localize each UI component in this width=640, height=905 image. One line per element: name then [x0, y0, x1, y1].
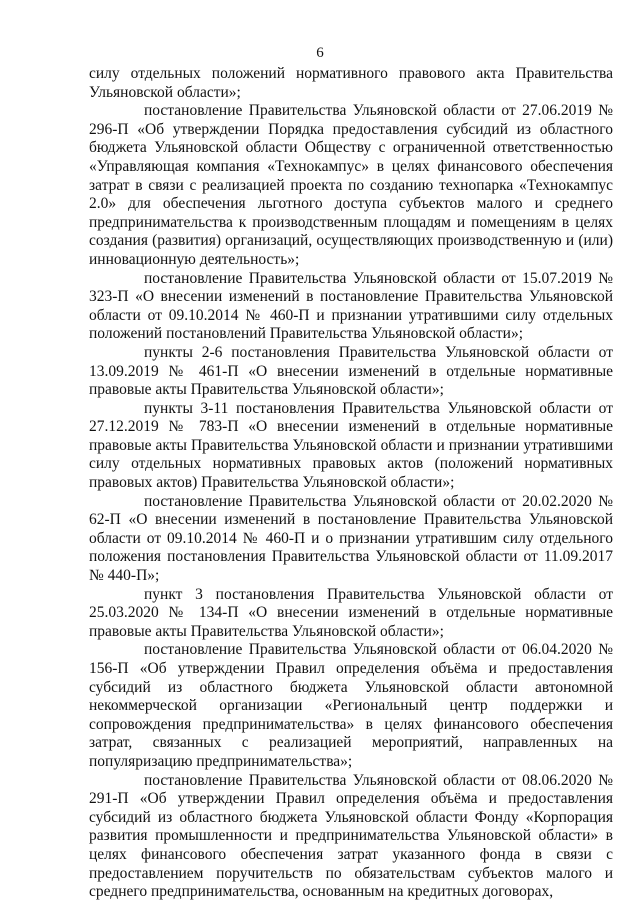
paragraph: постановление Правительства Ульяновской области от 20.02.2020 № 62-П «О внесении изменений в постановление Правительства Ульяновской области от 09.10.2014 № 460-П и о признании утратившим силу отдельного положения постановления Правительства Ульяновской области от 11.09.2017 № 440-П»; [89, 492, 613, 585]
paragraph: пункт 3 постановления Правительства Ульяновской области от 25.03.2020 № 134-П «О внесении изменений в отдельные нормативные правовые акты Правительства Ульяновской области»; [89, 585, 613, 640]
paragraph: пункты 3-11 постановления Правительства Ульяновской области от 27.12.2019 № 783-П «О внесении изменений в отдельные нормативные правовые акты Правительства Ульяновской области и признании утратившими силу отдельных нормативных правовых актов (положений нормативных правовых актов) Правительства Ульяновской области»; [89, 399, 613, 492]
page-number: 6 [316, 45, 324, 61]
document-body [89, 65, 613, 902]
paragraph: пункты 2-6 постановления Правительства Ульяновской области от 13.09.2019 № 461-П «О внесении изменений в отдельные нормативные правовые акты Правительства Ульяновской области»; [89, 343, 613, 399]
paragraph: постановление Правительства Ульяновской области от 06.04.2020 № 156-П «Об утверждении Правил определения объёма и предоставления субсидий из областного бюджета Ульяновской области автономной некоммерческой организации «Региональный центр поддержки и сопровождения предпринимательства» в целях финансового обеспечения затрат, связанных с реализацией мероприятий, направленных на популяризацию предпринимательства»; [89, 641, 613, 770]
paragraph: постановление Правительства Ульяновской области от 08.06.2020 № 291-П «Об утверждении Правил определения объёма и предоставления субсидий из областного бюджета Ульяновской области Фонду «Корпорация развития промышленности и предпринимательства Ульяновской области» в целях финансового обеспечения затрат указанного фонда в связи с предоставлением поручительств по обязательствам субъектов малого и среднего предпринимательства, основанным на кредитных договорах, [89, 771, 613, 901]
paragraph: силу отдельных положений нормативного правового акта Правительства Ульяновской области»; [89, 65, 613, 101]
paragraph: постановление Правительства Ульяновской области от 27.06.2019 № 296-П «Об утверждении Порядка предоставления субсидий из областного бюджета Ульяновской области Обществу с ограниченной ответственностью «Управляющая компания «Технокампус» в целях финансового обеспечения затрат в связи с реализацией проекта по созданию технопарка «Технокампус 2.0» для обеспечения льготного доступа субъектов малого и среднего предпринимательства к производственным площадям и помещениям в целях создания (развития) организаций, осуществляющих производственную и (или) инновационную деятельность»; [89, 102, 613, 268]
paragraph: постановление Правительства Ульяновской области от 15.07.2019 № 323-П «О внесении изменений в постановление Правительства Ульяновской области от 09.10.2014 № 460-П и признании утратившими силу отдельных положений постановлений Правительства Ульяновской области»; [89, 269, 613, 343]
